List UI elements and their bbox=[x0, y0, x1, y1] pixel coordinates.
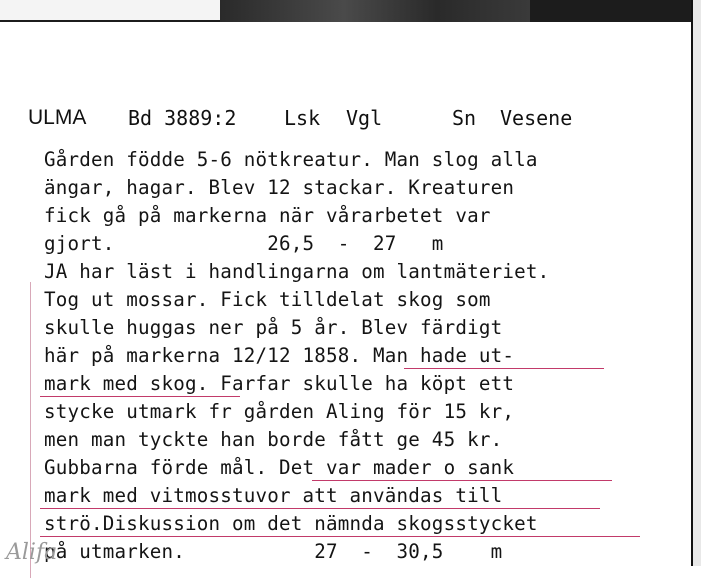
text-line: på utmarken. 27 - 30,5 m bbox=[44, 540, 503, 563]
text-line: Gubbarna förde mål. Det var mader o sank bbox=[44, 456, 515, 479]
underline bbox=[312, 480, 612, 481]
scan-top-bar bbox=[0, 0, 701, 22]
scan-top-bar-light bbox=[0, 0, 220, 20]
text-line: Gården födde 5-6 nötkreatur. Man slog alla bbox=[44, 148, 538, 171]
parish-label: Sn bbox=[452, 106, 477, 130]
text-line: strö.Diskussion om det nämnda skogsstycket bbox=[44, 512, 538, 535]
margin-line bbox=[30, 282, 31, 578]
parish-name: Vesene bbox=[500, 106, 573, 130]
underline bbox=[40, 396, 240, 397]
scan-right-edge bbox=[691, 0, 701, 566]
underline bbox=[40, 536, 640, 537]
district-code: Vgl bbox=[346, 106, 383, 130]
underline bbox=[404, 368, 604, 369]
text-line: ängar, hagar. Blev 12 stackar. Kreaturen bbox=[44, 176, 515, 199]
text-line: gjort. 26,5 - 27 m bbox=[44, 232, 444, 255]
text-line: här på markerna 12/12 1858. Man hade ut- bbox=[44, 344, 515, 367]
text-line: men man tyckte han borde fått ge 45 kr. bbox=[44, 428, 503, 451]
text-line: fick gå på markerna när vårarbetet var bbox=[44, 204, 491, 227]
text-line: stycke utmark fr gården Aling för 15 kr, bbox=[44, 400, 515, 423]
archive-reference: Bd 3889:2 bbox=[128, 106, 237, 130]
archive-code: ULMA bbox=[28, 106, 87, 129]
text-line: skulle huggas ner på 5 år. Blev färdigt bbox=[44, 316, 503, 339]
text-line: mark med vitmosstuvor att användas till bbox=[44, 484, 503, 507]
province-code: Lsk bbox=[284, 106, 321, 130]
text-line: JA har läst i handlingarna om lantmäteriet. bbox=[44, 260, 550, 283]
handwritten-scribble: Alifa bbox=[6, 540, 58, 565]
text-line: mark med skog. Farfar skulle ha köpt ett bbox=[44, 372, 515, 395]
underline bbox=[40, 508, 600, 509]
scan-top-bar-dark bbox=[220, 0, 530, 22]
text-line: Tog ut mossar. Fick tilldelat skog som bbox=[44, 288, 491, 311]
